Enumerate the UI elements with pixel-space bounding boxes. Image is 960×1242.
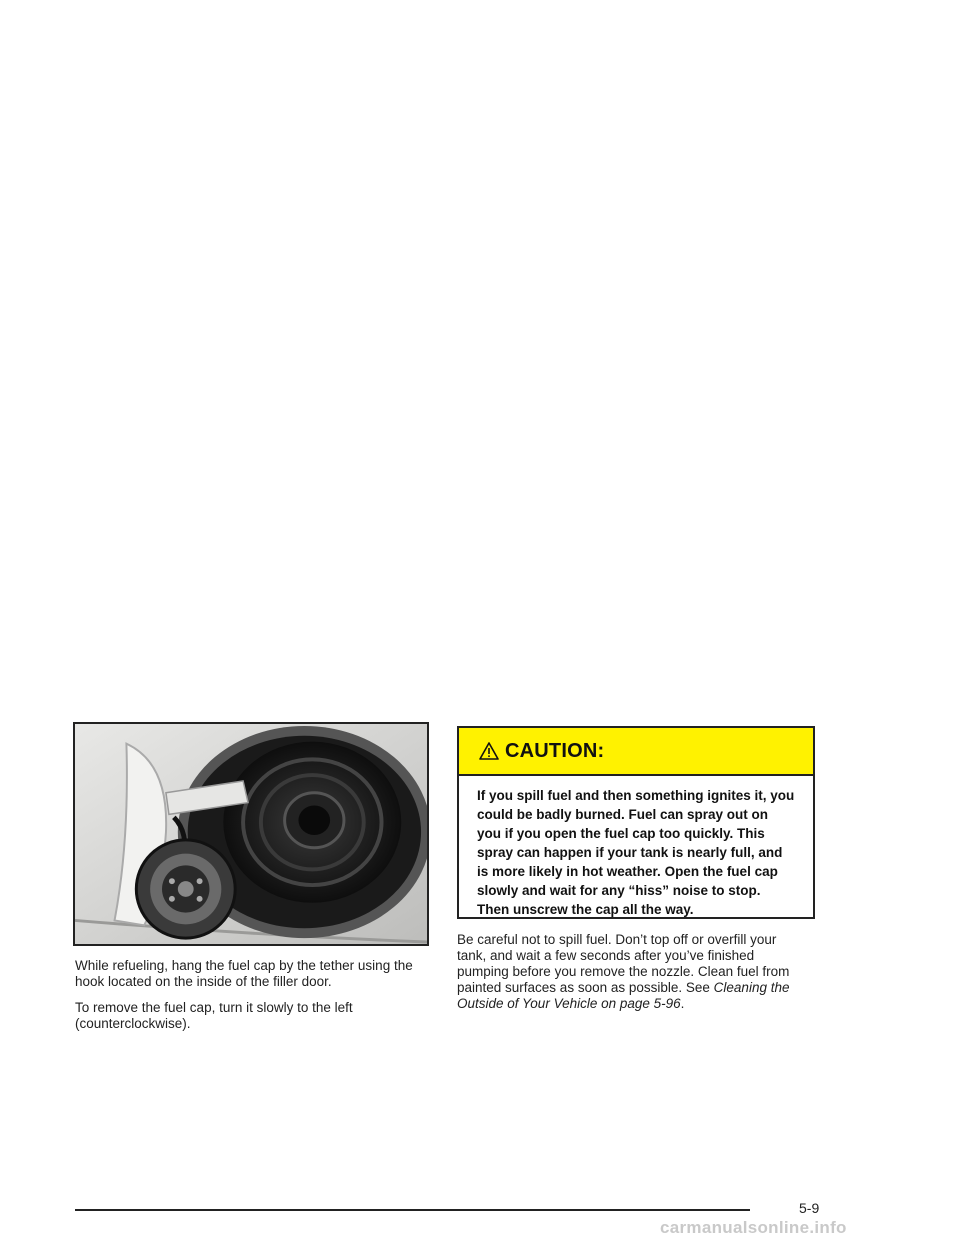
right-column <box>457 932 802 1022</box>
footer-rule <box>75 1209 750 1211</box>
warning-triangle-icon <box>479 741 499 761</box>
paragraph-spill-fuel-end: . <box>680 996 685 1011</box>
cross-reference-link[interactable]: Cleaning the Outside of Your Vehicle on page 5-96 <box>457 980 790 1011</box>
paragraph-spill-fuel-text: Be careful not to spill fuel. Don’t top off or overfill your tank, and wait a few seconds after you’ve finished pumping before you remove the nozzle. Clean fuel from painted surfaces as soon as possible. See <box>457 932 790 995</box>
page-number: 5-9 <box>799 1200 820 1216</box>
paragraph-fuel-cap-hook: While refueling, hang the fuel cap by the tether using the hook located on the inside of the filler door. <box>75 958 413 989</box>
paragraph-spill-fuel <box>457 932 802 1012</box>
fuel-filler-illustration <box>75 724 427 944</box>
caution-text: If you spill fuel and then something ignites it, you could be badly burned. Fuel can spray out on you if you open the fuel cap too quickly. This spray can happen if your tank is nearly full, and is more likely in hot weather. Open the fuel cap slowly and wait for any “hiss” noise to stop. Then unscrew the cap all the way. <box>477 788 795 917</box>
watermark: carmanualsonline.info <box>660 1218 847 1237</box>
left-column <box>75 958 431 1042</box>
paragraph-remove-cap: To remove the fuel cap, turn it slowly to the left (counterclockwise). <box>75 1000 353 1031</box>
caution-box <box>457 726 815 919</box>
caution-title: CAUTION: <box>505 739 605 762</box>
fuel-filler-photo <box>73 722 429 946</box>
caution-header <box>459 728 813 776</box>
